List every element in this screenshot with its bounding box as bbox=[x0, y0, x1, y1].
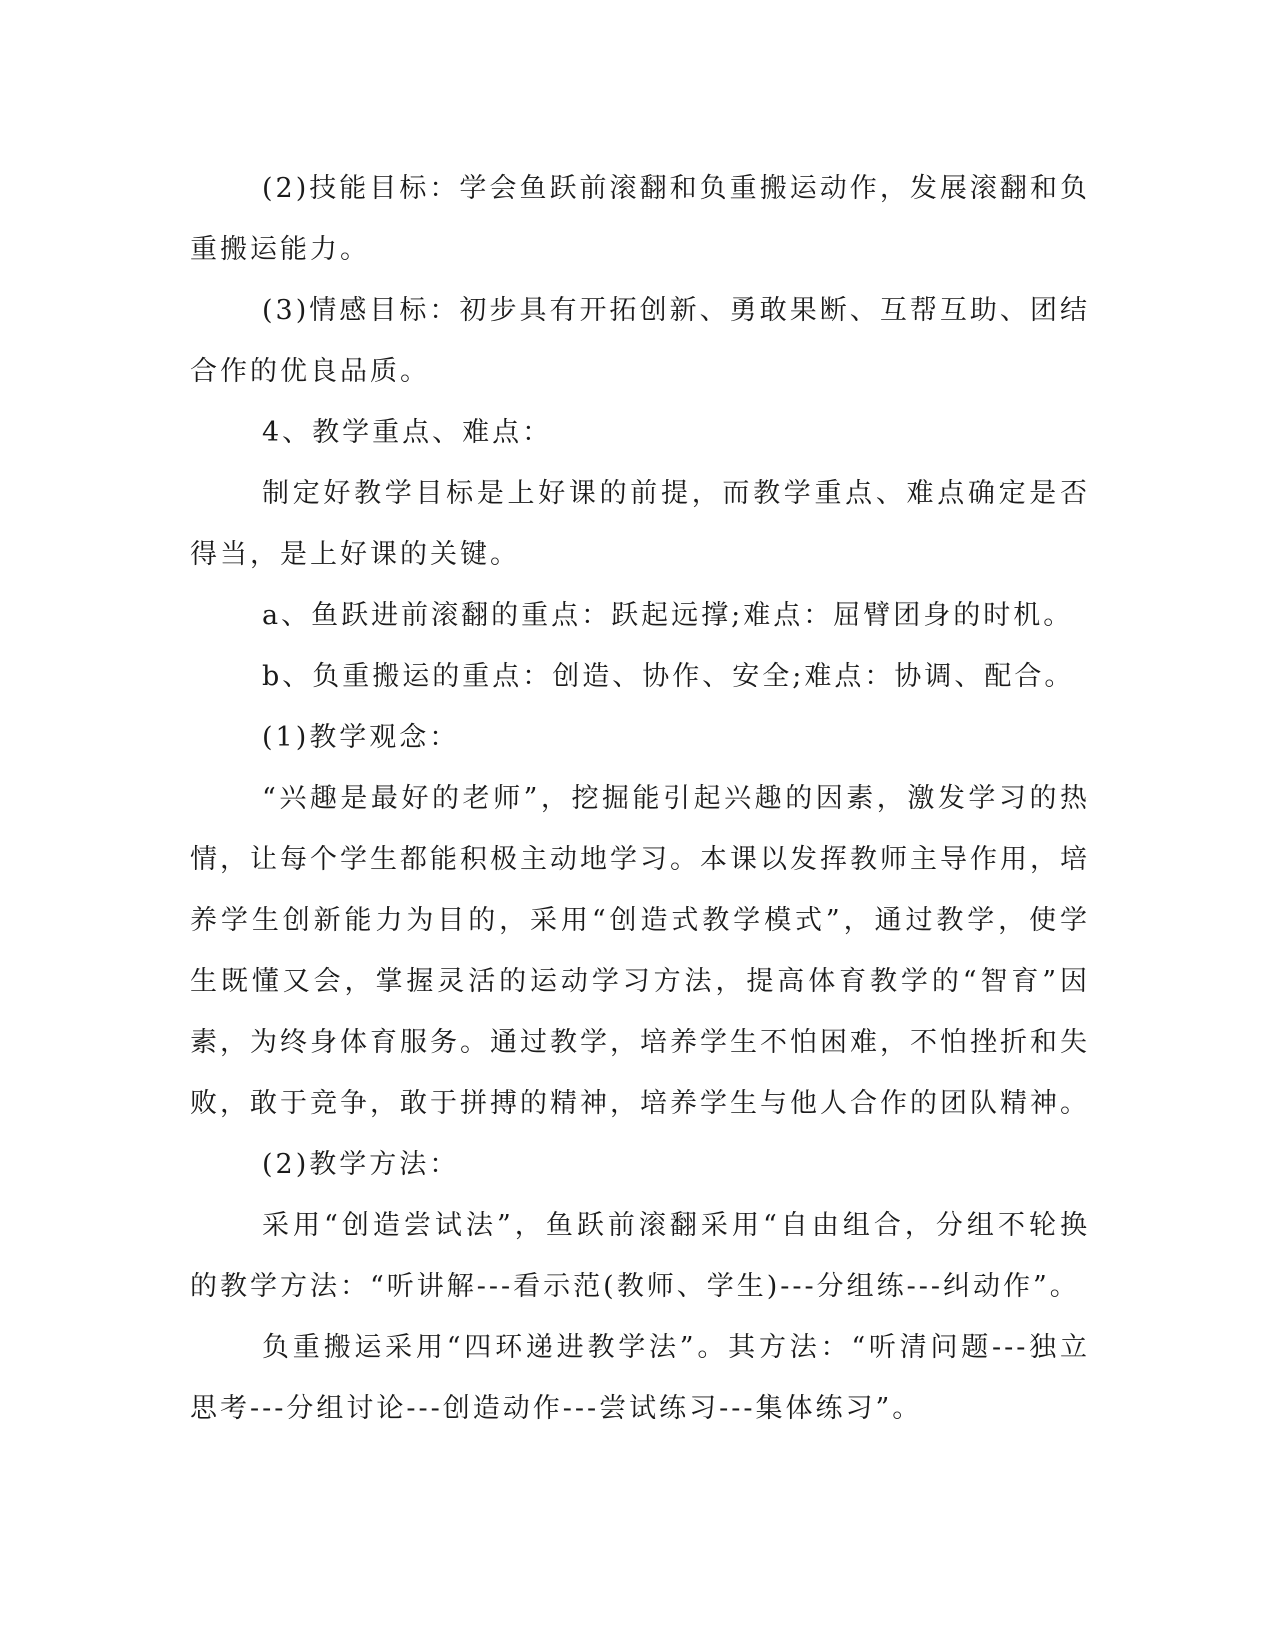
paragraph-point-a: a、鱼跃进前滚翻的重点：跃起远撑;难点：屈臂团身的时机。 bbox=[262, 600, 1074, 631]
paragraph-teaching-concept: “兴趣是最好的老师”，挖掘能引起兴趣的因素，激发学习的热情，让每个学生都能积极主动地学习。本课以发挥教师主导作用，培养学生创新能力为目的，采用“创造式教学模式”，通过教学，使学生既懂又会，掌握灵活的运动学习方法，提高体育教学的“智育”因素，为终身体育服务。通过教学，培养学生不怕困难，不怕挫折和失败，敢于竞争，敢于拼搏的精神，培养学生与他人合作的团队精神。 bbox=[190, 783, 1090, 1119]
paragraph-key-points-heading: 4、教学重点、难点： bbox=[262, 417, 553, 448]
paragraph-skill-goal: (2)技能目标：学会鱼跃前滚翻和负重搬运动作，发展滚翻和负重搬运能力。 bbox=[190, 173, 1090, 265]
paragraph-teaching-method-heading: (2)教学方法： bbox=[262, 1149, 460, 1180]
paragraph-teaching-concept-heading: (1)教学观念： bbox=[262, 722, 460, 753]
paragraph-point-b: b、负重搬运的重点：创造、协作、安全;难点：协调、配合。 bbox=[262, 661, 1075, 692]
paragraph-emotion-goal: (3)情感目标：初步具有开拓创新、勇敢果断、互帮互助、团结合作的优良品质。 bbox=[190, 295, 1090, 387]
paragraph-teaching-method-1: 采用“创造尝试法”，鱼跃前滚翻采用“自由组合，分组不轮换的教学方法：“听讲解---看示范(教师、学生)---分组练---纠动作”。 bbox=[190, 1210, 1090, 1302]
document-body bbox=[190, 158, 1090, 1439]
paragraph-key-points-intro: 制定好教学目标是上好课的前提，而教学重点、难点确定是否得当，是上好课的关键。 bbox=[190, 478, 1090, 570]
paragraph-teaching-method-2: 负重搬运采用“四环递进教学法”。其方法：“听清问题---独立思考---分组讨论---创造动作---尝试练习---集体练习”。 bbox=[190, 1332, 1090, 1424]
